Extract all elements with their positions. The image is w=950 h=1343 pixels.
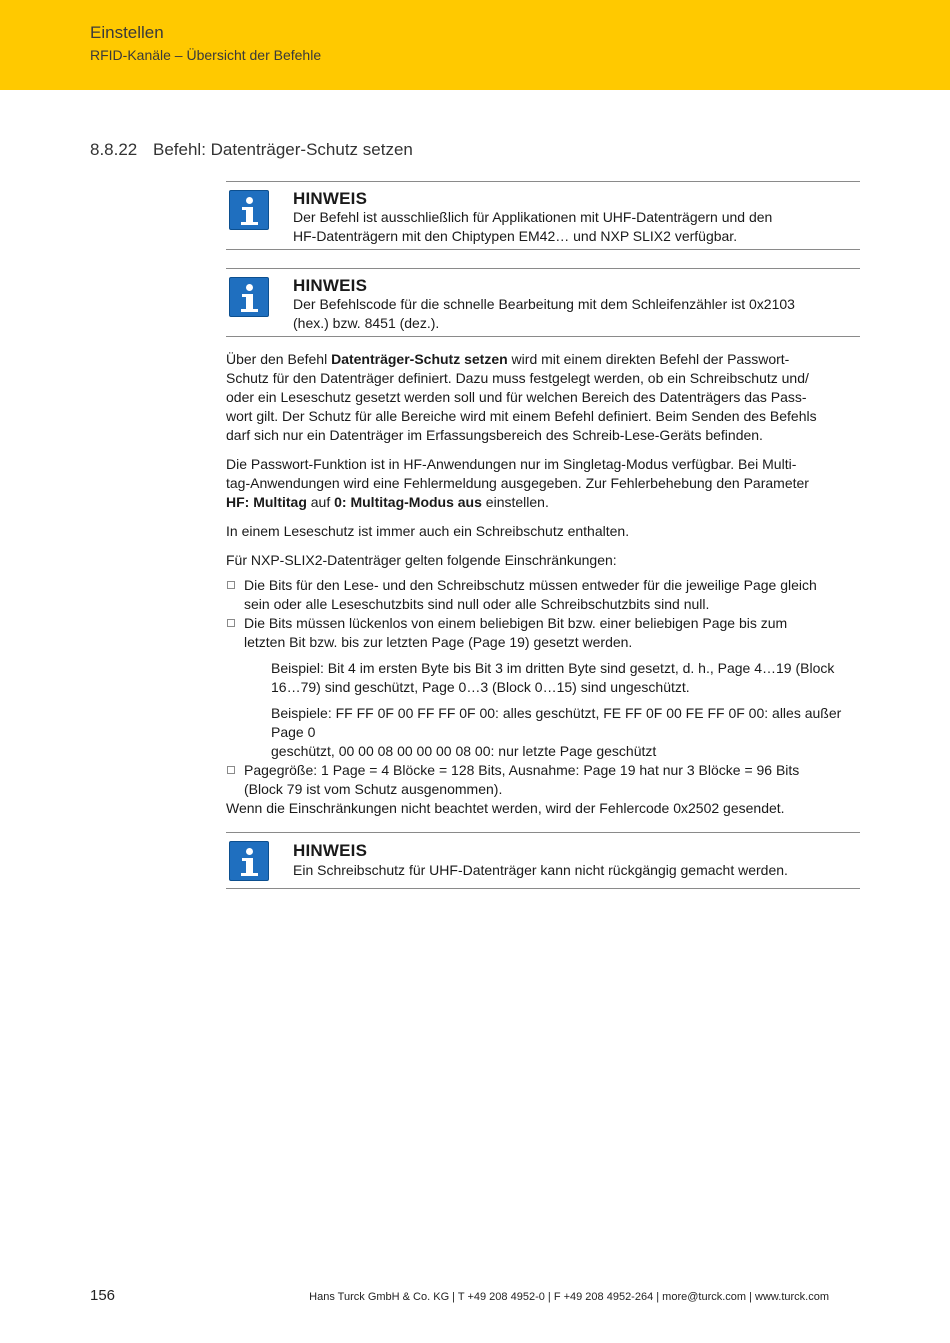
- paragraph: In einem Leseschutz ist immer auch ein Schreibschutz enthalten.: [226, 523, 630, 539]
- list-item: [226, 614, 860, 761]
- text: letzten Bit bzw. bis zur letzten Page (Page 19) gesetzt werden.: [244, 634, 633, 650]
- note-text: [293, 208, 853, 246]
- text: sein oder alle Leseschutzbits sind null oder alle Schreibschutzbits sind null.: [244, 596, 710, 612]
- text: 16…79) sind geschützt, Page 0…3 (Block 0…15) sind ungeschützt.: [271, 679, 690, 695]
- text: (Block 79 ist vom Schutz ausgenommen).: [244, 781, 503, 797]
- section-number: 8.8.22: [90, 140, 138, 159]
- body-content: [226, 350, 860, 828]
- info-icon: [229, 841, 269, 881]
- parameter-value: 0: Multitag-Modus aus: [334, 494, 482, 510]
- note-text-line: Der Befehl ist ausschließlich für Applikationen mit UHF-Datenträgern und den: [293, 209, 773, 225]
- text: oder ein Leseschutz gesetzt werden soll und für welchen Bereich des Datenträgers das Pass-: [226, 389, 807, 405]
- text: darf sich nur ein Datenträger im Erfassungsbereich des Schreib-Lese-Geräts befinden.: [226, 427, 763, 443]
- bullet-square-icon: [227, 619, 235, 627]
- text: tag-Anwendungen wird eine Fehlermeldung ausgegeben. Zur Fehlerbehebung den Parameter: [226, 475, 809, 491]
- note-text: [293, 295, 853, 333]
- page-number: 156: [90, 1287, 116, 1304]
- text: Die Bits müssen lückenlos von einem beliebigen Bit bzw. einer beliebigen Page bis zum: [244, 615, 788, 631]
- paragraph: [226, 455, 860, 512]
- note-text-line: Der Befehlscode für die schnelle Bearbeitung mit dem Schleifenzähler ist 0x2103: [293, 296, 795, 312]
- example: [271, 704, 860, 761]
- note-text: [293, 861, 853, 880]
- section-heading: [90, 140, 413, 160]
- text: einstellen.: [481, 494, 549, 510]
- note-box: [226, 832, 860, 889]
- example: [271, 659, 860, 697]
- note-text-line: HF-Datenträgern mit den Chiptypen EM42… und NXP SLIX2 verfügbar.: [293, 228, 738, 244]
- text: Beispiel: Bit 4 im ersten Byte bis Bit 3 im dritten Byte sind gesetzt, d. h., Page 4…19 (Block: [271, 660, 835, 676]
- list-item: [226, 576, 860, 614]
- header-subtitle: RFID-Kanäle – Übersicht der Befehle: [90, 47, 322, 63]
- text: wort gilt. Der Schutz für alle Bereiche wird mit einem Befehl definiert. Beim Senden des Befehls: [226, 408, 817, 424]
- text: Über den Befehl: [226, 351, 332, 367]
- text: auf: [306, 494, 335, 510]
- paragraph: Für NXP-SLIX2-Datenträger gelten folgende Einschränkungen:: [226, 552, 617, 568]
- header-title: Einstellen: [90, 23, 164, 42]
- parameter-name: HF: Multitag: [226, 494, 307, 510]
- info-icon: [229, 277, 269, 317]
- header-band: [0, 0, 950, 90]
- text: Die Passwort-Funktion ist in HF-Anwendungen nur im Singletag-Modus verfügbar. Bei Multi-: [226, 456, 797, 472]
- text: Schutz für den Datenträger definiert. Dazu muss festgelegt werden, ob ein Schreibschutz und/: [226, 370, 809, 386]
- note-title: HINWEIS: [293, 841, 368, 860]
- note-box: [226, 268, 860, 337]
- note-title: HINWEIS: [293, 276, 368, 295]
- note-text-line: (hex.) bzw. 8451 (dez.).: [293, 315, 440, 331]
- info-icon: [229, 190, 269, 230]
- text: Beispiele: FF FF 0F 00 FF FF 0F 00: alles geschützt, FE FF 0F 00 FE FF 0F 00: alles außer Page 0: [271, 705, 842, 740]
- paragraph: Wenn die Einschränkungen nicht beachtet werden, wird der Fehlercode 0x2502 gesendet.: [226, 800, 785, 816]
- paragraph: [226, 350, 860, 445]
- footer-contact: Hans Turck GmbH & Co. KG | T +49 208 4952-0 | F +49 208 4952-264 | more@turck.com | www.turck.com: [309, 1291, 829, 1303]
- text: wird mit einem direkten Befehl der Passwort-: [507, 351, 790, 367]
- section-title: Befehl: Datenträger-Schutz setzen: [153, 140, 413, 159]
- bullet-square-icon: [227, 766, 235, 774]
- note-text-line: Ein Schreibschutz für UHF-Datenträger kann nicht rückgängig gemacht werden.: [293, 862, 788, 878]
- restriction-list: [226, 576, 860, 799]
- note-box: [226, 181, 860, 250]
- list-item: [226, 761, 860, 799]
- bold-text: Datenträger-Schutz setzen: [331, 351, 508, 367]
- text: Pagegröße: 1 Page = 4 Blöcke = 128 Bits, Ausnahme: Page 19 hat nur 3 Blöcke = 96 Bits: [244, 762, 800, 778]
- note-title: HINWEIS: [293, 189, 368, 208]
- bullet-square-icon: [227, 581, 235, 589]
- text: Die Bits für den Lese- und den Schreibschutz müssen entweder für die jeweilige Page gleich: [244, 577, 817, 593]
- text: geschützt, 00 00 08 00 00 00 08 00: nur letzte Page geschützt: [271, 743, 657, 759]
